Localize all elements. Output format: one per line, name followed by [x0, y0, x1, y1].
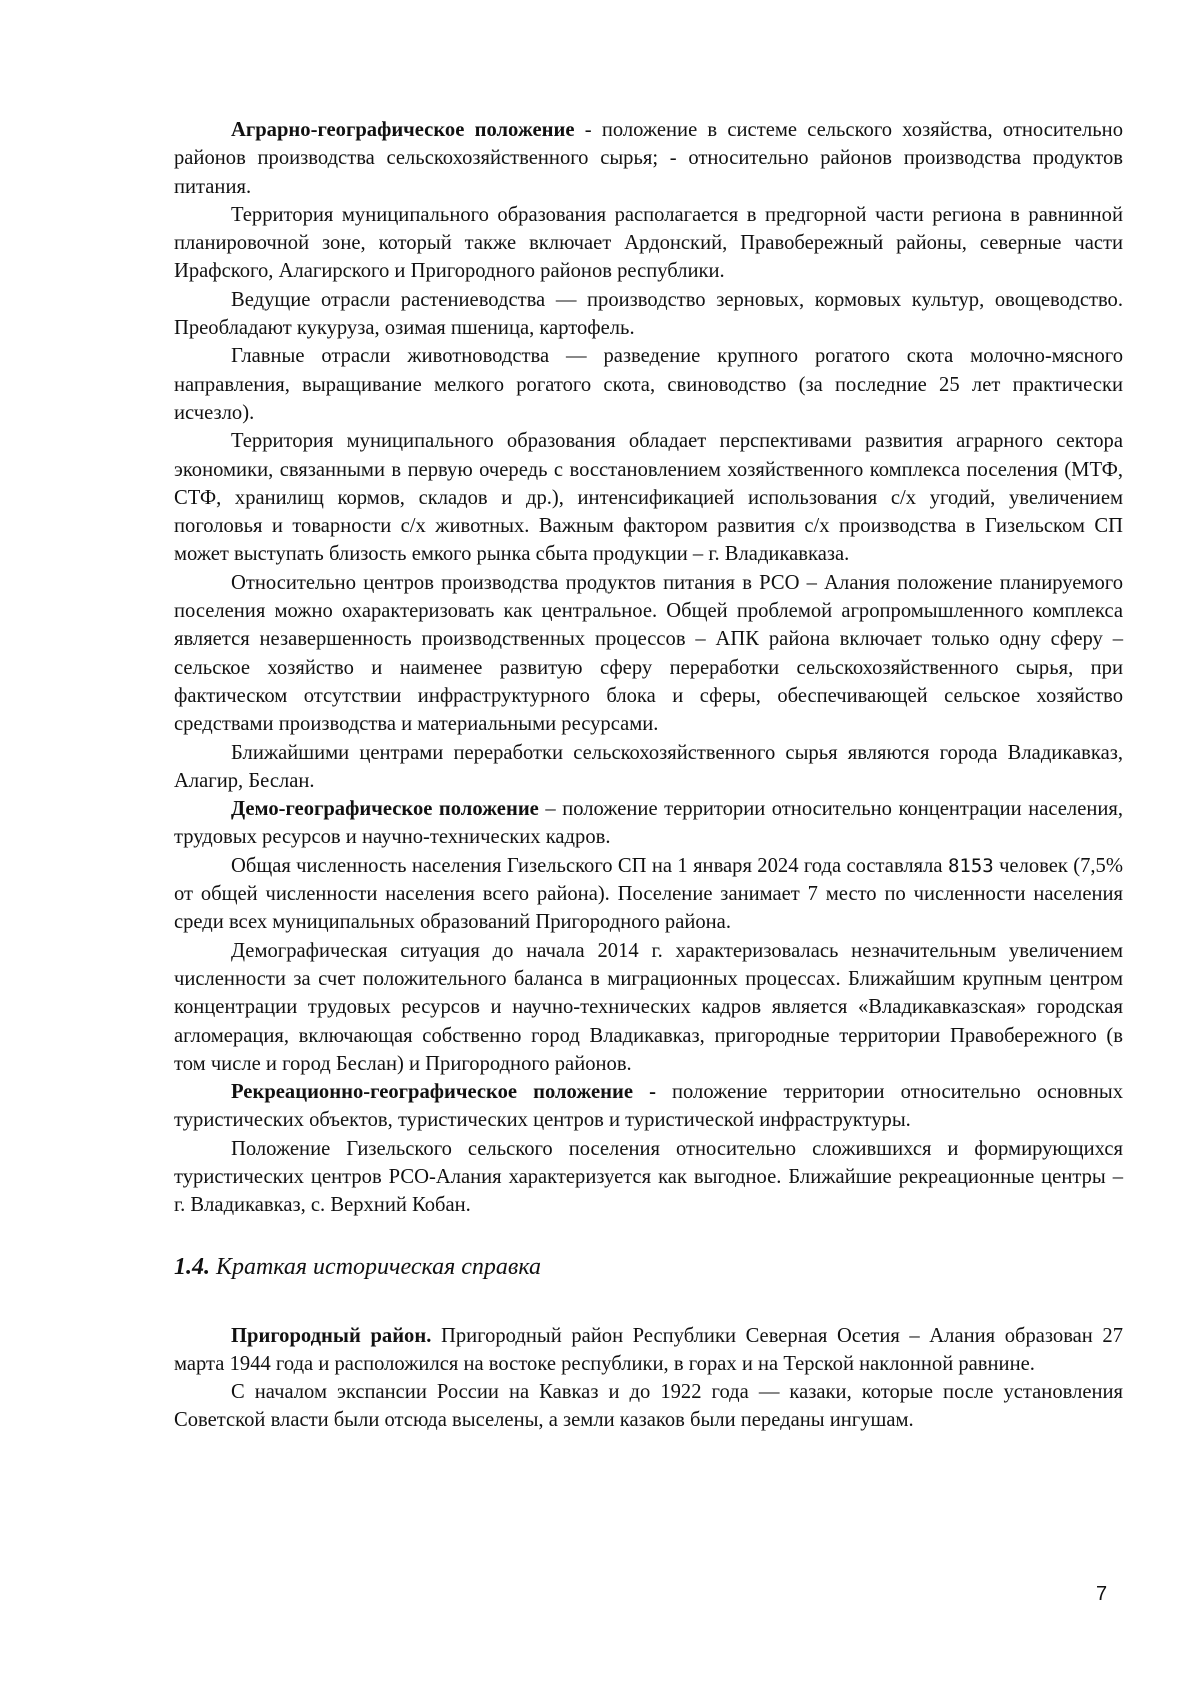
term-recreational-position: Рекреационно-географическое положение - — [231, 1081, 656, 1104]
paragraph-demographic-situation: Демографическая ситуация до начала 2014 г. характеризовалась незначительным увеличением численности за счет положительного баланса в миграционных процессах. Ближайшим крупным центром концентрации трудовых ресурсов и научно-технических кадров является «Владикавказская» городская агломерация, включающая собственно город Владикавказ, пригородные территории Правобережного (в том числе и город Беслан) и Пригородного районов. — [174, 939, 1123, 1075]
term-demographic-position: Демо-географическое положение — [231, 798, 539, 821]
paragraph-food-centers: Относительно центров производства продуктов питания в РСО – Алания положение планируемого поселения можно охарактеризовать как центральное. Общей проблемой агропромышленного комплекса является незавершенность производственных процессов – АПК района включает только одну сферу – сельское хозяйство и наименее развитую сферу переработки сельскохозяйственного сырья, при фактическом отсутствии инфраструктурного блока и сферы, обеспечивающей сельское хозяйство средствами производства и материальными ресурсами. — [174, 571, 1123, 736]
section-title: Краткая историческая справка — [210, 1253, 541, 1280]
paragraph-tourist-centers: Положение Гизельского сельского поселения относительно сложившихся и формирующихся туристических центров РСО-Алания характеризуется как выгодное. Ближайшие рекреационные центры – г. Владикавказ, с. Верхний Кобан. — [174, 1137, 1123, 1217]
paragraph-territory-location: Территория муниципального образования располагается в предгорной части региона в равнинной планировочной зоне, который также включает Ардонский, Правобережный районы, северные части Ирафского, Алагирского и Пригородного районов республики. — [174, 203, 1123, 283]
paragraph-crop-production: Ведущие отрасли растениеводства — производство зерновых, кормовых культур, овощеводство. Преобладают кукуруза, озимая пшеница, картофель. — [174, 288, 1123, 340]
section-number: 1.4. — [174, 1253, 210, 1280]
section-heading — [174, 1252, 1123, 1282]
paragraph-demographic-position: Демо-географическое положение – положение территории относительно концентрации населения, трудовых ресурсов и научно-технических кадров. — [174, 798, 1123, 849]
paragraph-processing-centers: Ближайшими центрами переработки сельскохозяйственного сырья являются города Владикавказ, Алагир, Беслан. — [174, 741, 1123, 792]
paragraph-livestock: Главные отрасли животноводства — разведение крупного рогатого скота молочно-мясного направления, выращивание мелкого рогатого скота, свиноводство (за последние 25 лет практически исчезло). — [174, 345, 1123, 424]
paragraph-prigorodny-district: Пригородный район. Пригородный район Республики Северная Осетия – Алания образован 27 марта 1944 года и расположился на востоке республики, в горах и на Терской наклонной равнине. — [174, 1324, 1123, 1375]
paragraph-agrarian-position: Аграрно-географическое положение - положение в системе сельского хозяйства, относительно районов производства сельскохозяйственного сырья; - относительно районов производства продуктов питания. — [174, 119, 1123, 198]
term-agrarian-position: Аграрно-географическое положение — [231, 119, 575, 141]
population-count: 8153 — [947, 854, 994, 877]
paragraph-population: Общая численность населения Гизельского СП на 1 января 2024 года составляла 8153 человек (7,5% от общей численности населения всего района). Поселение занимает 7 место по численности населения среди всех муниципальных образований Пригородного района. — [174, 854, 1124, 934]
paragraph-agrarian-prospects: Территория муниципального образования обладает перспективами развития аграрного сектора экономики, связанными в первую очередь с восстановлением хозяйственного комплекса поселения (МТФ, СТФ, хранилищ кормов, складов и др.), интенсификацией использования с/х угодий, увеличением поголовья и товарности с/х животных. Важным фактором развития с/х производства в Гизельском СП может выступать близость емкого рынка сбыта продукции – г. Владикавказа. — [174, 430, 1123, 566]
document-page — [174, 116, 1123, 1435]
page-number: 7 — [1096, 1583, 1108, 1605]
term-prigorodny-district: Пригородный район. — [231, 1324, 432, 1347]
paragraph-cossacks: С началом экспансии России на Кавказ и до 1922 года — казаки, которые после установления Советской власти были отсюда выселены, а земли казаков были переданы ингушам. — [174, 1381, 1123, 1432]
paragraph-recreational-position: Рекреационно-географическое положение - положение территории относительно основных туристических объектов, туристических центров и туристической инфраструктуры. — [174, 1081, 1124, 1132]
